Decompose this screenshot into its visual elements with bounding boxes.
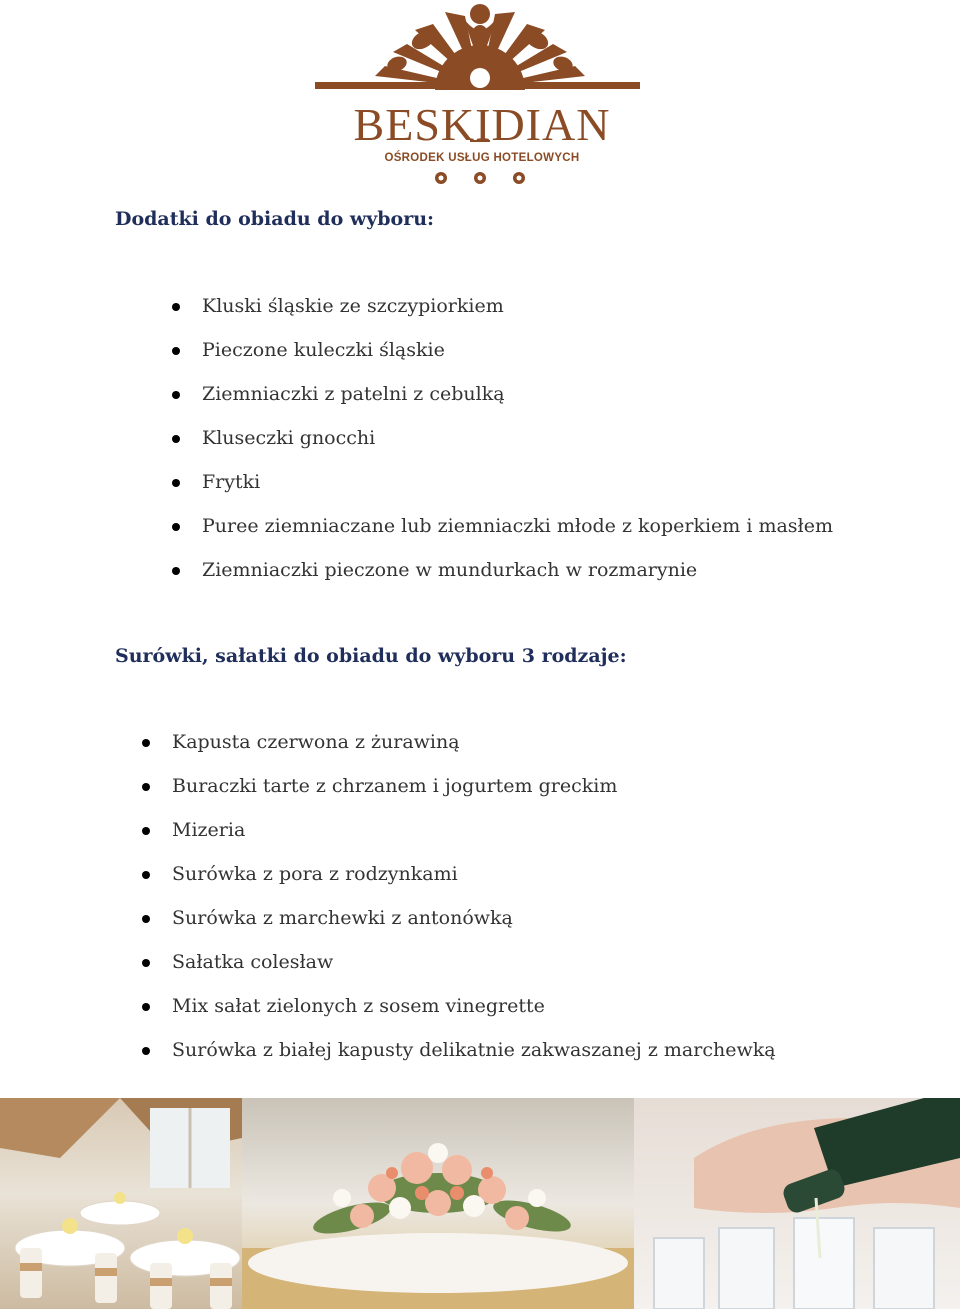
flower-arrangement-photo xyxy=(242,1098,634,1309)
champagne-photo xyxy=(634,1098,960,1309)
list-item-text: Buraczki tarte z chrzanem i jogurtem greckim xyxy=(172,775,618,797)
section-heading-sides: Dodatki do obiadu do wyboru: xyxy=(115,208,435,230)
list-item xyxy=(202,514,833,558)
bullet-icon xyxy=(142,1047,150,1055)
list-item-text: Puree ziemniaczane lub ziemniaczki młode z koperkiem i masłem xyxy=(202,515,833,537)
list-item-text: Surówka z marchewki z antonówką xyxy=(172,907,513,929)
list-item xyxy=(202,294,833,338)
list-item-text: Sałatka colesław xyxy=(172,951,334,973)
list-item-text: Ziemniaczki z patelni z cebulką xyxy=(202,383,505,405)
bullet-icon xyxy=(172,435,180,443)
brand-subtitle: OŚRODEK USŁUG HOTELOWYCH xyxy=(384,152,580,164)
banquet-hall-photo xyxy=(0,1098,242,1309)
bullet-icon xyxy=(142,783,150,791)
brand-name: BESKIDIAN xyxy=(353,99,611,150)
list-item xyxy=(172,1038,776,1082)
list-item xyxy=(202,426,833,470)
section-heading-salads: Surówki, sałatki do obiadu do wyboru 3 rodzaje: xyxy=(115,645,627,667)
list-item xyxy=(202,558,833,602)
list-item xyxy=(172,730,776,774)
bullet-icon xyxy=(172,303,180,311)
bullet-icon xyxy=(172,567,180,575)
bullet-icon xyxy=(142,959,150,967)
list-item xyxy=(172,950,776,994)
list-item xyxy=(202,338,833,382)
bullet-icon xyxy=(172,347,180,355)
bullet-icon xyxy=(142,739,150,747)
list-item xyxy=(172,818,776,862)
bullet-icon xyxy=(172,391,180,399)
list-item-text: Kluski śląskie ze szczypiorkiem xyxy=(202,295,504,317)
list-item-text: Ziemniaczki pieczone w mundurkach w rozmarynie xyxy=(202,559,698,581)
list-item xyxy=(172,774,776,818)
bullet-icon xyxy=(142,827,150,835)
list-item-text: Pieczone kuleczki śląskie xyxy=(202,339,445,361)
list-item-text: Kluseczki gnocchi xyxy=(202,427,376,449)
bullet-icon xyxy=(142,1003,150,1011)
list-item xyxy=(172,862,776,906)
list-item-text: Frytki xyxy=(202,471,261,493)
list-item-text: Kapusta czerwona z żurawiną xyxy=(172,731,460,753)
list-item-text: Surówka z białej kapusty delikatnie zakwaszanej z marchewką xyxy=(172,1039,776,1061)
bullet-icon xyxy=(142,871,150,879)
list-item-text: Surówka z pora z rodzynkami xyxy=(172,863,458,885)
list-item xyxy=(172,994,776,1038)
sides-list xyxy=(202,294,833,602)
list-item xyxy=(172,906,776,950)
list-item xyxy=(202,470,833,514)
bullet-icon xyxy=(172,479,180,487)
salads-list xyxy=(172,730,776,1082)
list-item xyxy=(202,382,833,426)
bullet-icon xyxy=(142,915,150,923)
bullet-icon xyxy=(172,523,180,531)
list-item-text: Mizeria xyxy=(172,819,246,841)
photo-strip xyxy=(0,1098,960,1309)
list-item-text: Mix sałat zielonych z sosem vinegrette xyxy=(172,995,545,1017)
